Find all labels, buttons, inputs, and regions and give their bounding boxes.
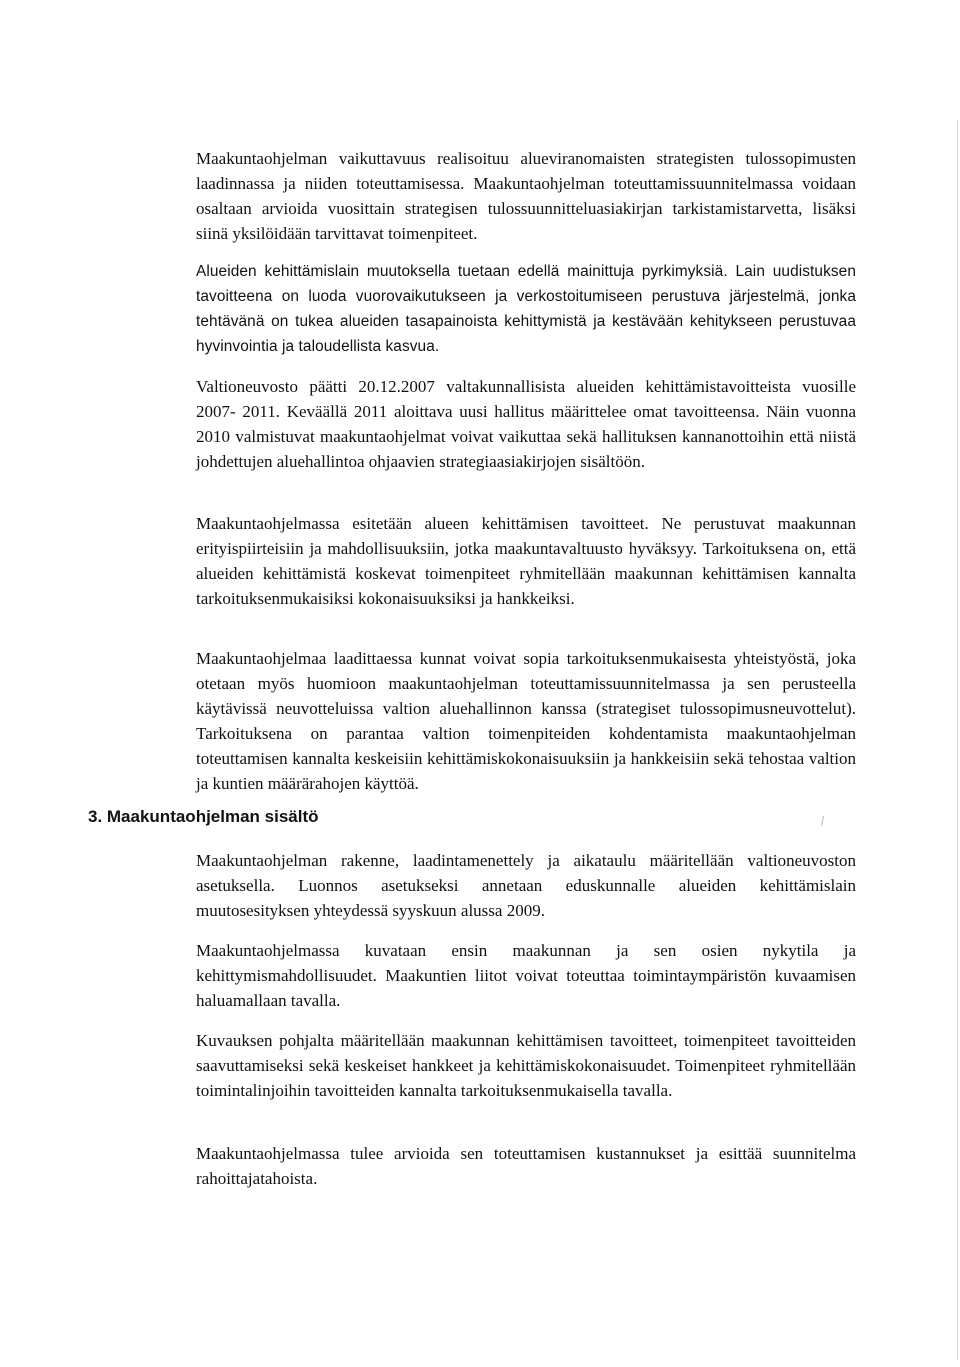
paragraph-government-decision: Valtioneuvosto päätti 20.12.2007 valtakunnallisista alueiden kehittämistavoitteista vuosille 2007- 2011. Keväällä 2011 aloittava uusi hallitus määrittelee omat tavoitteensa. Näin vuonna 2010 valmistuvat maakuntaohjelmat voivat vaikuttaa sekä hallituksen kannanottoihin että niistä johdettujen aluehallintoa ohjaavien strategiaasiakirjojen sisältöön.	[196, 377, 856, 471]
section-heading: 3. Maakuntaohjelman sisältö	[88, 807, 319, 826]
paragraph-municipal-cooperation: Maakuntaohjelmaa laadittaessa kunnat voivat sopia tarkoituksenmukaisesta yhteistyöstä, joka otetaan myös huomioon maakuntaohjelman toteuttamissuunnitelmassa ja sen perusteella käytävissä neuvotteluissa valtion aluehallinnon kanssa (strategiset tulossopimusneuvottelut). Tarkoituksena on parantaa valtion toimenpiteiden kohdentamista maakuntaohjelman toteuttamisen kannalta keskeisiin kehittämiskokonaisuuksiin ja hankkeisiin sekä tehostaa valtion ja kuntien määrärahojen käyttöä.	[196, 649, 856, 793]
scan-speck	[821, 816, 824, 826]
paragraph-costs: Maakuntaohjelmassa tulee arvioida sen toteuttamisen kustannukset ja esittää suunnitelma rahoittajatahoista.	[196, 1144, 856, 1188]
paragraph-program-goals: Maakuntaohjelmassa esitetään alueen kehittämisen tavoitteet. Ne perustuvat maakunnan erityispiirteisiin ja mahdollisuuksiin, jotka maakuntavaltuusto hyväksyy. Tarkoituksena on, että alueiden kehittämistä koskevat toimenpiteet ryhmitellään maakunnan kehittämisen kannalta tarkoituksenmukaisiksi kokonaisuuksiksi ja hankkeiksi.	[196, 514, 856, 608]
paragraph-development-law: Alueiden kehittämislain muutoksella tuetaan edellä mainittuja pyrkimyksiä. Lain uudistuksen tavoitteena on luoda vuorovaikutukseen ja verkostoitumiseen perustuva järjestelmä, jonka tehtävänä on tukea alueiden tasapainoista kehittymistä ja kestävään kehitykseen perustuvaa hyvinvointia ja taloudellista kasvua.	[196, 263, 856, 355]
paragraph-structure: Maakuntaohjelman rakenne, laadintamenettely ja aikataulu määritellään valtioneuvoston asetuksella. Luonnos asetukseksi annetaan eduskunnalle alueiden kehittämislain muutosesityksen yhteydessä syyskuun alussa 2009.	[196, 851, 856, 920]
scan-edge-line	[957, 120, 958, 1360]
paragraph-goals-measures: Kuvauksen pohjalta määritellään maakunnan kehittämisen tavoitteet, toimenpiteet tavoitteiden saavuttamiseksi sekä keskeiset hankkeet ja kehittämiskokonaisuudet. Toimenpiteet ryhmitellään toimintalinjoihin tavoitteiden kannalta tarkoituksenmukaisella tavalla.	[196, 1031, 856, 1100]
paragraph-effectiveness: Maakuntaohjelman vaikuttavuus realisoituu alueviranomaisten strategisten tulossopimusten laadinnassa ja niiden toteuttamisessa. Maakuntaohjelman toteuttamissuunnitelmassa voidaan osaltaan arvioida vuosittain strategisen tulossuunnitteluasiakirjan tarkistamistarvetta, lisäksi siinä yksilöidään tarvittavat toimenpiteet.	[196, 149, 856, 243]
paragraph-current-state: Maakuntaohjelmassa kuvataan ensin maakunnan ja sen osien nykytila ja kehittymismahdollisuudet. Maakuntien liitot voivat toteuttaa toimintaympäristön kuvaamisen haluamallaan tavalla.	[196, 941, 856, 1010]
